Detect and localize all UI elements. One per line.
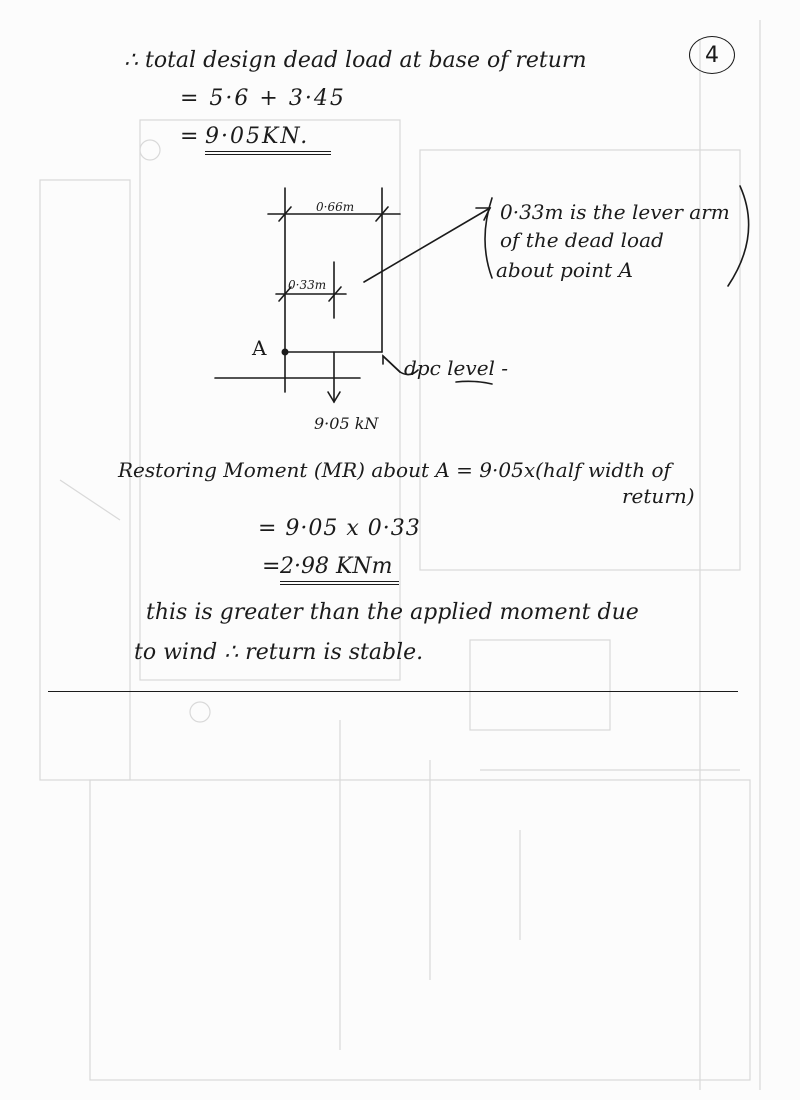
point-a-label: A — [252, 336, 267, 360]
half-width-label: 0·33m — [288, 278, 327, 292]
conclusion-line-1: this is greater than the applied moment due — [146, 600, 639, 625]
point-a-marker — [282, 349, 289, 356]
restoring-moment-line: Restoring Moment (MR) about A = 9·05x(half width of — [118, 458, 671, 482]
section-divider — [48, 691, 738, 692]
conclusion-line-2: to wind ∴ return is stable. — [134, 640, 424, 665]
note-leader-arrow — [364, 208, 490, 282]
dpc-level-label: dpc level - — [404, 356, 509, 380]
note-bracket-right — [728, 186, 749, 286]
sheet-number: 4 — [705, 42, 719, 68]
total-load-heading: ∴ total design dead load at base of return — [124, 48, 587, 73]
width-label: 0·66m — [316, 200, 355, 214]
restoring-moment-line-cont: return) — [622, 484, 695, 508]
moment-result-equals: = — [262, 554, 281, 579]
load-label: 9·05 kN — [314, 414, 379, 433]
load-total-equals: = — [180, 124, 199, 149]
load-total-value: 9·05KN. — [205, 124, 331, 155]
note-line-2: of the dead load — [500, 228, 664, 252]
moment-result-value: 2·98 KNm — [280, 554, 399, 585]
load-sum-line: = 5·6 + 3·45 — [180, 86, 346, 111]
note-line-1: 0·33m is the lever arm — [500, 200, 730, 224]
moment-substitution: = 9·05 x 0·33 — [258, 516, 421, 541]
note-line-3: about point A — [496, 258, 634, 282]
